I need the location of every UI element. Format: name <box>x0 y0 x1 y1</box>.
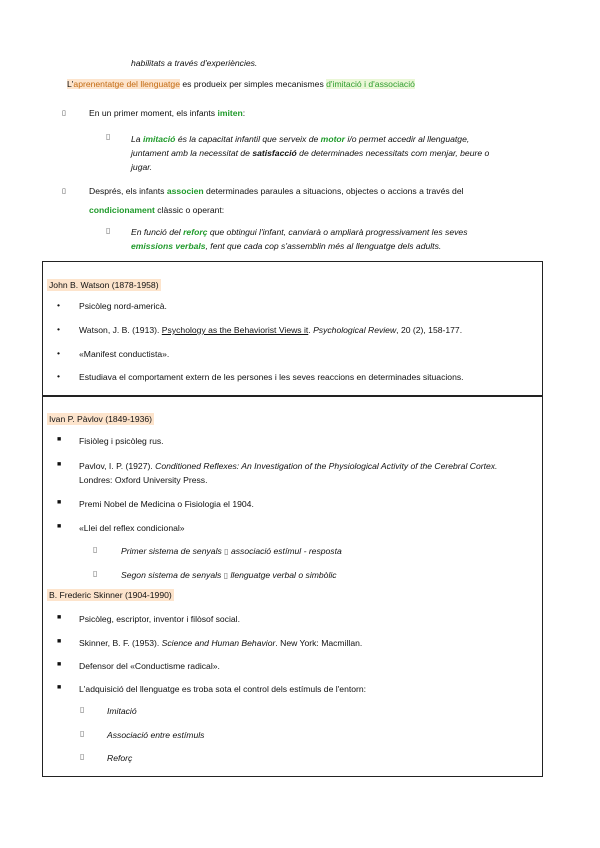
arrow-bullet-icon: ▯ <box>80 752 85 761</box>
skinner-item-2: Skinner, B. F. (1953). Science and Human Behavior. New York: Macmillan. <box>79 638 363 648</box>
pavlov-sub-2: Segon sistema de senyals ▯ llenguatge verbal o simbòlic <box>121 570 337 580</box>
watson-item-3: «Manifest conductista». <box>79 349 170 359</box>
intro-sub-1-line-3: jugar. <box>131 162 153 172</box>
watson-item-4: Estudiava el comportament extern de les persones i les seves reaccions en determinades situacions. <box>79 372 464 382</box>
filled-square-bullet-icon: ■ <box>57 499 62 506</box>
arrow-right-icon: ▯ <box>224 547 229 556</box>
filled-square-bullet-icon: ■ <box>57 523 62 530</box>
skinner-title: B. Frederic Skinner (1904-1990) <box>49 590 172 600</box>
square-bullet-icon: ▯ <box>62 187 66 195</box>
skinner-item-3: Defensor del «Conductisme radical». <box>79 661 220 671</box>
arrow-bullet-icon: ▯ <box>106 132 111 141</box>
arrow-bullet-icon: ▯ <box>93 545 98 554</box>
pavlov-item-2-line-1: Pavlov, I. P. (1927). Conditioned Reflexes: An Investigation of the Physiological Activity of the Cerebral Cortex. <box>79 461 498 471</box>
square-bullet-icon: ▯ <box>62 109 66 117</box>
pavlov-item-2-line-2: Londres: Oxford University Press. <box>79 475 208 485</box>
skinner-sub-1: Imitació <box>107 706 137 716</box>
watson-item-1: Psicòleg nord-americà. <box>79 301 167 311</box>
pavlov-item-3: Premi Nobel de Medicina o Fisiologia el 1904. <box>79 499 254 509</box>
skinner-item-1: Psicòleg, escriptor, inventor i filòsof social. <box>79 614 240 624</box>
intro-sub-2-line-1: En funció del reforç que obtingui l'infant, canviarà o ampliarà progressivament les seves <box>131 227 468 237</box>
dash-bullet-icon: • <box>57 324 61 334</box>
intro-paragraph: L'aprenentatge del llenguatge es produeix per simples mecanismes d'imitació i d'associació <box>67 79 415 89</box>
arrow-bullet-icon: ▯ <box>80 729 85 738</box>
skinner-sub-2: Associació entre estímuls <box>107 730 205 740</box>
filled-square-bullet-icon: ■ <box>57 684 62 691</box>
filled-square-bullet-icon: ■ <box>57 614 62 621</box>
dash-bullet-icon: • <box>57 300 61 310</box>
skinner-item-4: L'adquisició del llenguatge es troba sota el control dels estímuls de l'entorn: <box>79 684 367 694</box>
pavlov-skinner-box <box>42 395 543 777</box>
intro-sub-2-line-2: emissions verbals, fent que cada cop s'assemblin més al llenguatge dels adults. <box>131 241 442 251</box>
watson-item-2: Watson, J. B. (1913). Psychology as the Behaviorist Views it. Psychological Review, 20 (2), 158-177. <box>79 325 463 335</box>
arrow-bullet-icon: ▯ <box>93 569 98 578</box>
arrow-bullet-icon: ▯ <box>106 226 111 235</box>
intro-bullet-1: En un primer moment, els infants imiten: <box>89 108 246 118</box>
intro-sub-1-line-1: La imitació és la capacitat infantil que serveix de motor i/o permet accedir al llenguatge, <box>131 134 470 144</box>
pavlov-title: Ivan P. Pàvlov (1849-1936) <box>49 414 153 424</box>
watson-title: John B. Watson (1878-1958) <box>49 280 159 290</box>
intro-sub-1-line-2: juntament amb la necessitat de satisfacció de determinades necessitats com menjar, beure o <box>131 148 490 158</box>
intro-bullet-2-line-2: condicionament clàssic o operant: <box>89 205 225 215</box>
filled-square-bullet-icon: ■ <box>57 436 62 443</box>
filled-square-bullet-icon: ■ <box>57 638 62 645</box>
arrow-bullet-icon: ▯ <box>80 705 85 714</box>
intro-bullet-2-line-1: Després, els infants associen determinades paraules a situacions, objectes o accions a través del <box>89 186 464 196</box>
arrow-right-icon: ▯ <box>223 571 229 580</box>
dash-bullet-icon: • <box>57 348 61 358</box>
intro-line-0: habilitats a través d'experiències. <box>131 58 258 68</box>
pavlov-item-1: Fisiòleg i psicòleg rus. <box>79 436 164 446</box>
pavlov-sub-1: Primer sistema de senyals ▯ associació estímul - resposta <box>121 546 342 556</box>
skinner-sub-3: Reforç <box>107 753 133 763</box>
filled-square-bullet-icon: ■ <box>57 461 62 468</box>
filled-square-bullet-icon: ■ <box>57 661 62 668</box>
pavlov-item-4: «Llei del reflex condicional» <box>79 523 185 533</box>
dash-bullet-icon: • <box>57 371 61 381</box>
